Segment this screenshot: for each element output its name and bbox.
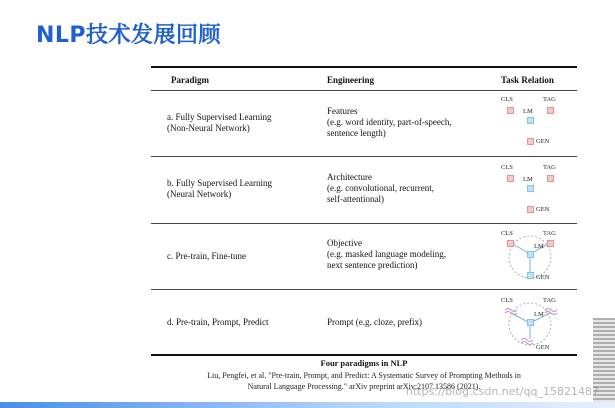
figure-caption-title: Four paradigms in NLP (320, 358, 408, 368)
table-top-rule (151, 66, 577, 68)
header-task-relation: Task Relation (501, 75, 554, 85)
gen-label: GEN (536, 344, 550, 351)
row-a-engineering-line2: (e.g. word identity, part-of-speech, (327, 117, 452, 127)
lm-box (527, 251, 534, 258)
row-b-task-relation (499, 164, 577, 220)
row-c-engineering (327, 238, 446, 271)
row-a-paradigm (167, 112, 271, 134)
gen-label: GEN (536, 138, 550, 145)
header-paradigm: Paradigm (171, 75, 209, 85)
gen-label: GEN (536, 274, 550, 281)
row-c-paradigm-line1: c. Pre-train, Fine-tune (167, 251, 246, 261)
lm-label: LM (534, 311, 544, 318)
row-b-paradigm-line2: (Neural Network) (167, 189, 232, 199)
lm-box (527, 117, 534, 124)
row-d-task-relation (499, 297, 577, 353)
row-c-engineering-line2: (e.g. masked language modeling, (327, 249, 446, 259)
tag-label: TAG (543, 96, 556, 103)
row-a-paradigm-line1: a. Fully Supervised Learning (167, 112, 272, 122)
slide-title: NLP技术发展回顾 (36, 23, 222, 48)
row-a-engineering (327, 106, 452, 139)
lm-label: LM (523, 176, 533, 183)
cls-box (507, 107, 514, 114)
row-c-engineering-line1: Objective (327, 238, 362, 248)
gen-box (527, 206, 534, 213)
table-bottom-rule (151, 354, 577, 356)
lm-label: LM (534, 243, 544, 250)
header-engineering: Engineering (327, 75, 375, 85)
caption-line-1: Liu, Pengfei, et al. "Pre-train, Prompt, and Predict: A Systematic Survey of Prompting Methods in (207, 371, 521, 380)
watermark-url: https://blog.csdn.net/qq_15821487 (405, 385, 599, 398)
row-d-engineering (327, 317, 422, 328)
gen-label: GEN (536, 206, 550, 213)
caption-line-2: Natural Language Processing." arXiv preprint arXiv:2107.13586 (2021). (247, 382, 481, 391)
gen-box (527, 272, 534, 279)
row-b-engineering-line3: self-attentional) (327, 194, 384, 204)
tag-box (547, 240, 554, 247)
row-b-engineering (327, 172, 434, 205)
row-c-paradigm (167, 251, 246, 262)
row-divider (151, 289, 577, 290)
cls-label: CLS (501, 230, 513, 237)
tag-label: TAG (543, 297, 556, 304)
cls-label: CLS (501, 96, 513, 103)
row-b-engineering-line1: Architecture (327, 172, 372, 182)
row-divider (151, 156, 577, 157)
row-c-engineering-line3: next sentence prediction) (327, 260, 418, 270)
row-b-engineering-line2: (e.g. convolutional, recurrent, (327, 183, 434, 193)
cls-box (507, 240, 514, 247)
table-header-rule (151, 90, 577, 91)
footer-gradient-bar (0, 402, 615, 408)
tag-label: TAG (543, 164, 556, 171)
lm-box (527, 185, 534, 192)
row-d-paradigm-line1: d. Pre-train, Prompt, Predict (167, 317, 269, 327)
row-b-paradigm (167, 178, 272, 200)
cls-label: CLS (501, 164, 513, 171)
gen-box (527, 138, 534, 145)
row-a-engineering-line3: sentence length) (327, 128, 386, 138)
row-b-paradigm-line1: b. Fully Supervised Learning (167, 178, 272, 188)
row-a-task-relation (499, 96, 577, 152)
tag-box (547, 107, 554, 114)
lm-box (527, 319, 534, 326)
cls-label: CLS (501, 297, 513, 304)
row-d-paradigm (167, 317, 268, 328)
row-a-engineering-line1: Features (327, 106, 358, 116)
tag-label: TAG (543, 230, 556, 237)
lm-label: LM (523, 108, 533, 115)
row-c-task-relation (499, 230, 577, 286)
row-a-paradigm-line2: (Non-Neural Network) (167, 123, 250, 133)
tag-box (547, 175, 554, 182)
cls-box (507, 175, 514, 182)
row-divider (151, 223, 577, 224)
row-d-engineering-line1: Prompt (e.g. cloze, prefix) (327, 317, 422, 327)
